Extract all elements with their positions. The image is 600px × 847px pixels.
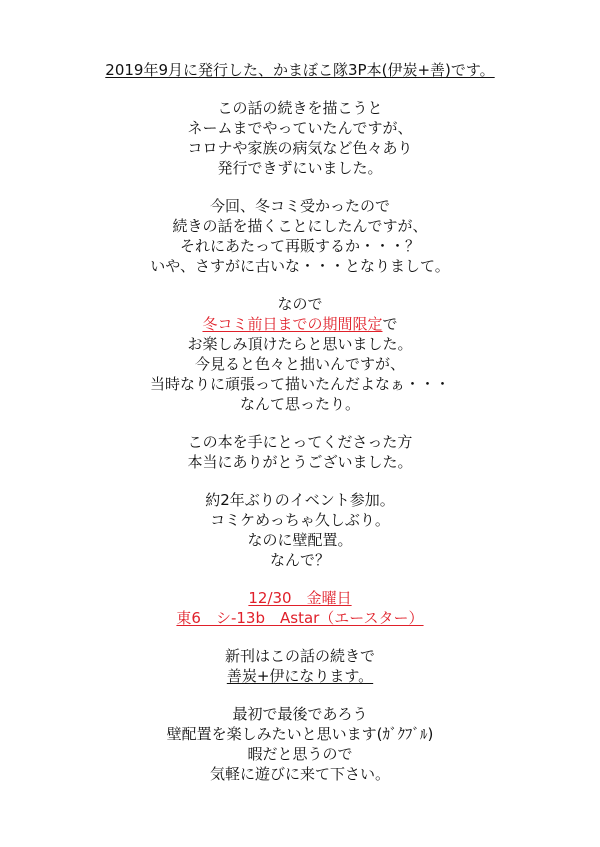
text-line: お楽しみ頂けたらと思いました。 xyxy=(187,335,413,353)
header-line: 2019年9月に発行した、かまぼこ隊3P本(伊炭+善)です。 xyxy=(105,61,495,79)
text-line: 暇だと思うので xyxy=(247,745,353,763)
text-line: この本を手にとってくださった方 xyxy=(187,433,413,451)
text-line: 新刊はこの話の続きで xyxy=(224,647,375,665)
text-line: なので xyxy=(277,295,323,313)
limited-period-suffix: で xyxy=(382,315,398,333)
text-line: 今回、冬コミ受かったので xyxy=(209,197,390,215)
text-line: 最初で最後であろう xyxy=(232,705,368,723)
text-line: 壁配置を楽しみたいと思います(ｶﾞｸﾌﾞﾙ) xyxy=(166,725,434,743)
text-line: コロナや家族の病気など色々あり xyxy=(187,139,413,157)
text-line: この話の続きを描こうと xyxy=(217,99,383,117)
event-location: 東6 シ-13b Astar（エースター） xyxy=(176,609,424,627)
text-line: 続きの話を描くことにしたんですが、 xyxy=(172,217,428,235)
text-line: 約2年ぶりのイベント参加。 xyxy=(205,491,395,509)
text-line: それにあたって再販するか・・・？ xyxy=(179,237,420,255)
text-line: なんて思ったり。 xyxy=(239,395,360,413)
text-line: なのに壁配置。 xyxy=(247,531,353,549)
limited-period-highlight: 冬コミ前日までの期間限定 xyxy=(202,315,383,333)
new-book-pairing: 善炭+伊になります。 xyxy=(226,667,374,685)
text-line: 当時なりに頑張って描いたんだよなぁ・・・ xyxy=(149,375,450,393)
text-line: いや、さすがに古いな・・・となりまして。 xyxy=(150,257,450,275)
text-line: 発行できずにいました。 xyxy=(217,159,383,177)
text-line: ネームまでやっていたんですが、 xyxy=(187,119,413,137)
text-line: なんで？ xyxy=(269,551,330,569)
limited-period-line xyxy=(0,315,600,333)
text-line: 今見ると色々と拙いんですが、 xyxy=(194,355,405,373)
text-line: 気軽に遊びに来て下さい。 xyxy=(209,765,390,783)
text-line: コミケめっちゃ久しぶり。 xyxy=(210,511,390,529)
text-line: 本当にありがとうございました。 xyxy=(187,453,413,471)
event-date: 12/30 金曜日 xyxy=(248,589,352,607)
